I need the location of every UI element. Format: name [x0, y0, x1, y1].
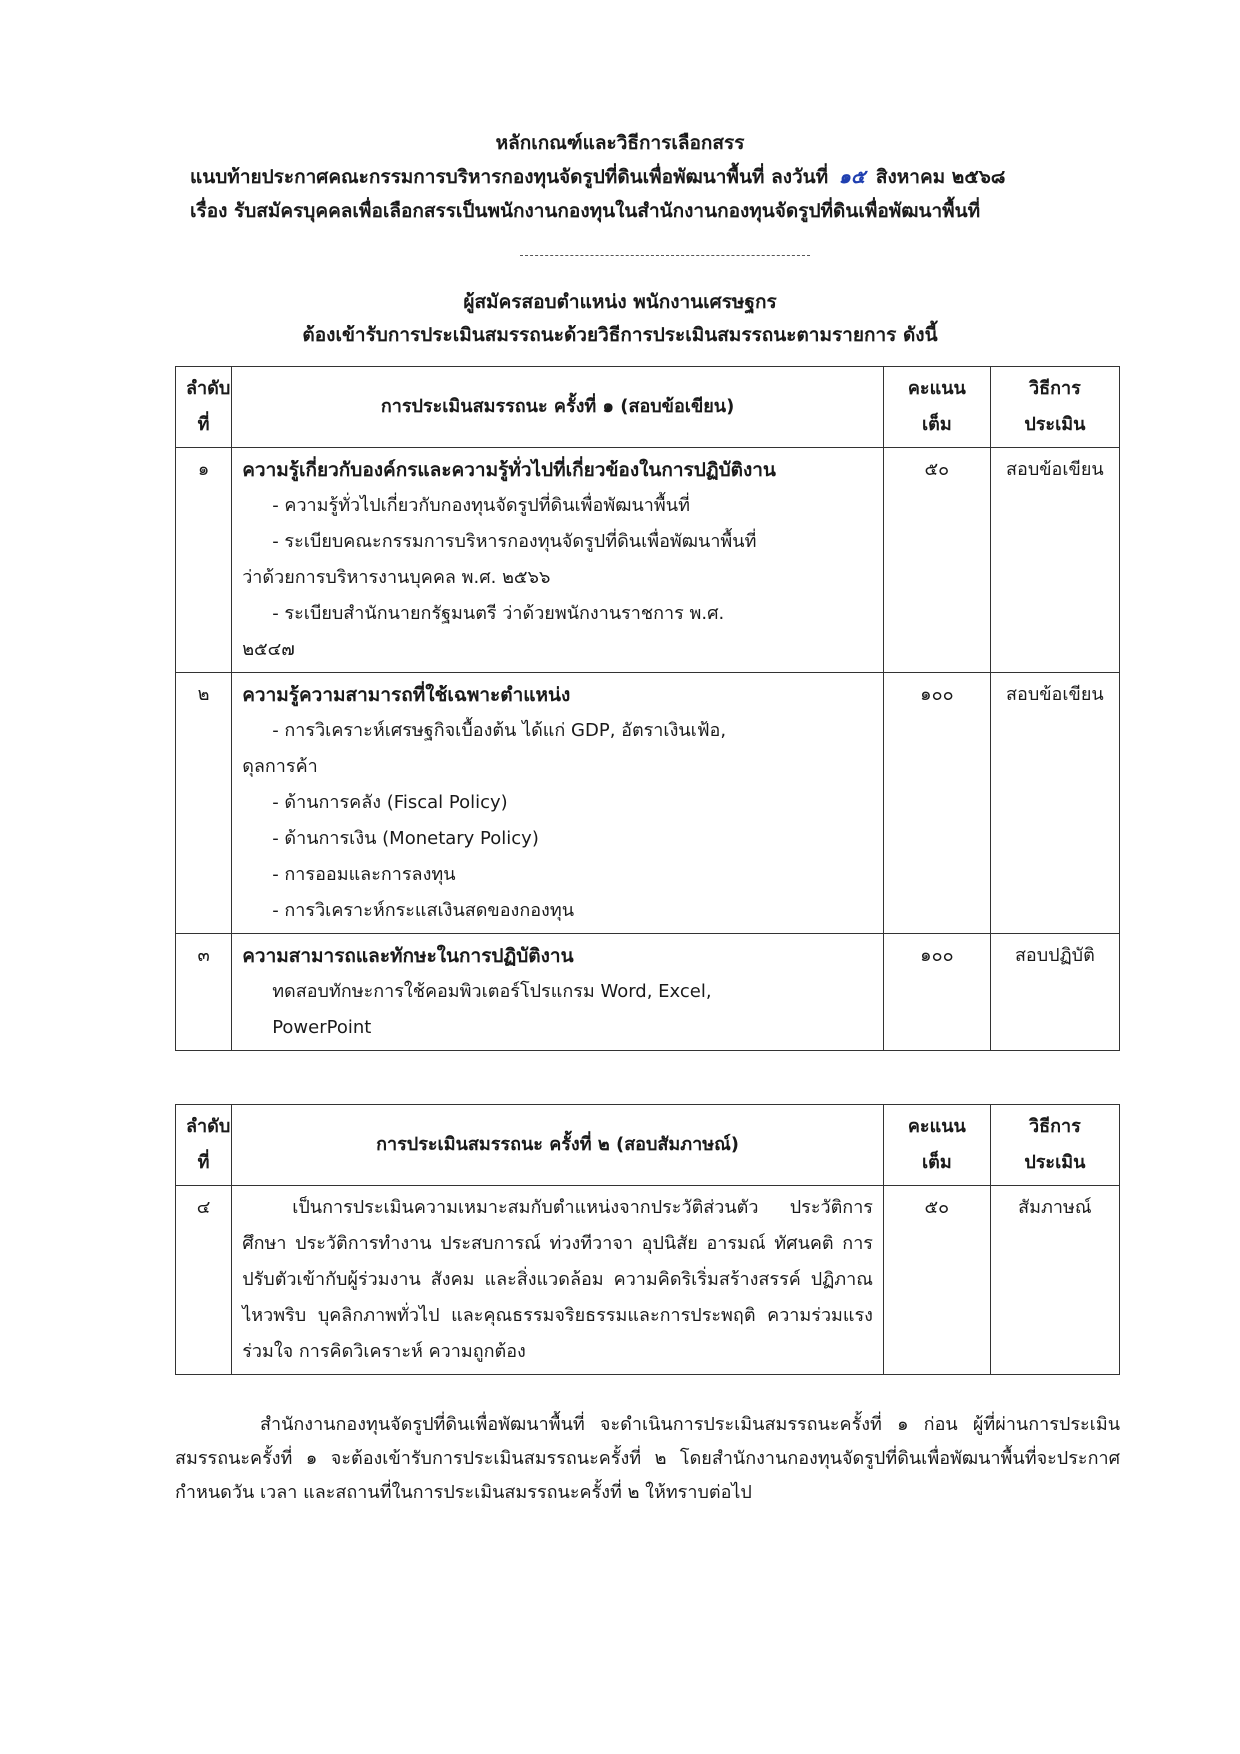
- closing-text: สำนักงานกองทุนจัดรูปที่ดินเพื่อพัฒนาพื้นที่ จะดำเนินการประเมินสมรรถนะครั้งที่ ๑ ก่อน ผู้ที่ผ่านการประเมินสมรรถนะครั้งที่ ๑ จะต้องเข้ารับการประเมินสมรรถนะครั้งที่ ๒ โดยสำนักงานกองทุนจัดรูปที่ดินเพื่อพัฒนาพื้นที่จะประกาศกำหนดวัน เวลา และสถานที่ในการประเมินสมรรถนะครั้งที่ ๒ ให้ทราบต่อไป: [175, 1414, 1120, 1503]
- table-row: [176, 673, 1120, 934]
- attachment-text: แนบท้ายประกาศคณะกรรมการบริหารกองทุนจัดรูปที่ดินเพื่อพัฒนาพื้นที่ ลงวันที่: [190, 166, 829, 188]
- row-line: - การวิเคราะห์เศรษฐกิจเบื้องต้น ได้แก่ GDP, อัตราเงินเฟ้อ,: [272, 720, 727, 741]
- row-method: สอบข้อเขียน: [990, 448, 1119, 673]
- attachment-line: [190, 162, 1005, 192]
- row-title: ความรู้ความสามารถที่ใช้เฉพาะตำแหน่ง: [242, 684, 571, 706]
- row-line: - ด้านการเงิน (Monetary Policy): [272, 828, 539, 849]
- row-line: - ด้านการคลัง (Fiscal Policy): [272, 792, 508, 813]
- table-row: [176, 448, 1120, 673]
- row-line: - การออมและการลงทุน: [272, 864, 456, 885]
- header-score: คะแนนเต็ม: [883, 367, 990, 448]
- row-title: ความรู้เกี่ยวกับองค์กรและความรู้ทั่วไปที่เกี่ยวข้องในการปฏิบัติงาน: [242, 459, 776, 481]
- row-line: - ระเบียบคณะกรรมการบริหารกองทุนจัดรูปที่ดินเพื่อพัฒนาพื้นที่: [272, 531, 757, 552]
- row-item: [232, 448, 884, 673]
- subject-line: เรื่อง รับสมัครบุคคลเพื่อเลือกสรรเป็นพนักงานกองทุนในสำนักงานกองทุนจัดรูปที่ดินเพื่อพัฒนาพื้นที่: [190, 200, 981, 222]
- assessment-table-2: [175, 1104, 1120, 1375]
- row-line: ดุลการค้า: [242, 756, 318, 777]
- row-no: ๑: [176, 448, 232, 673]
- row-title: ความสามารถและทักษะในการปฏิบัติงาน: [242, 945, 574, 967]
- row-line: - ความรู้ทั่วไปเกี่ยวกับกองทุนจัดรูปที่ดินเพื่อพัฒนาพื้นที่: [272, 495, 690, 516]
- row-line: PowerPoint: [272, 1017, 372, 1038]
- row-item: เป็นการประเมินความเหมาะสมกับตำแหน่งจากประวัติส่วนตัว ประวัติการศึกษา ประวัติการทำงาน ประสบการณ์ ท่วงทีวาจา อุปนิสัย อารมณ์ ทัศนคติ การปรับตัวเข้ากับผู้ร่วมงาน สังคม และสิ่งแวดล้อม ความคิดริเริ่มสร้างสรรค์ ปฏิภาณไหวพริบ บุคลิกภาพทั่วไป และคุณธรรมจริยธรรมและการประพฤติ ความร่วมแรงร่วมใจ การคิดวิเคราะห์ ความถูกต้อง: [232, 1186, 884, 1375]
- table-header-row: [176, 1105, 1120, 1186]
- row-line: - การวิเคราะห์กระแสเงินสดของกองทุน: [272, 900, 575, 921]
- table-header-row: [176, 367, 1120, 448]
- row-item: [232, 673, 884, 934]
- handwritten-day: ๑๕: [838, 166, 866, 188]
- header-no: ลำดับที่: [176, 367, 232, 448]
- row-line: ว่าด้วยการบริหารงานบุคคล พ.ศ. ๒๕๖๖: [242, 567, 551, 588]
- assessment-table-1: [175, 366, 1120, 1051]
- header-score: คะแนนเต็ม: [883, 1105, 990, 1186]
- divider: [520, 255, 810, 256]
- position-title: ผู้สมัครสอบตำแหน่ง พนักงานเศรษฐกร: [463, 291, 777, 313]
- row-method: สัมภาษณ์: [990, 1186, 1119, 1375]
- header-item: การประเมินสมรรถนะ ครั้งที่ ๒ (สอบสัมภาษณ์): [232, 1105, 884, 1186]
- header-no: ลำดับที่: [176, 1105, 232, 1186]
- row-method: สอบปฏิบัติ: [990, 934, 1119, 1051]
- row-method: สอบข้อเขียน: [990, 673, 1119, 934]
- row-score: ๑๐๐: [883, 673, 990, 934]
- row-score: ๕๐: [883, 1186, 990, 1375]
- closing-paragraph: [175, 1408, 1120, 1510]
- row-no: ๔: [176, 1186, 232, 1375]
- row-no: ๒: [176, 673, 232, 934]
- attachment-date: สิงหาคม ๒๕๖๘: [875, 166, 1006, 188]
- document-title: หลักเกณฑ์และวิธีการเลือกสรร: [495, 132, 745, 154]
- row-line: - ระเบียบสำนักนายกรัฐมนตรี ว่าด้วยพนักงานราชการ พ.ศ.: [272, 603, 725, 624]
- table-row: [176, 1186, 1120, 1375]
- row-score: ๕๐: [883, 448, 990, 673]
- intro-text: ต้องเข้ารับการประเมินสมรรถนะด้วยวิธีการประเมินสมรรถนะตามรายการ ดังนี้: [302, 324, 938, 346]
- row-item: [232, 934, 884, 1051]
- row-line: ๒๕๔๗: [242, 639, 295, 660]
- header-method: วิธีการประเมิน: [990, 367, 1119, 448]
- row-line: ทดสอบทักษะการใช้คอมพิวเตอร์โปรแกรม Word, Excel,: [272, 981, 712, 1002]
- header-method: วิธีการประเมิน: [990, 1105, 1119, 1186]
- row-no: ๓: [176, 934, 232, 1051]
- header-item: การประเมินสมรรถนะ ครั้งที่ ๑ (สอบข้อเขียน): [232, 367, 884, 448]
- table-row: [176, 934, 1120, 1051]
- row-score: ๑๐๐: [883, 934, 990, 1051]
